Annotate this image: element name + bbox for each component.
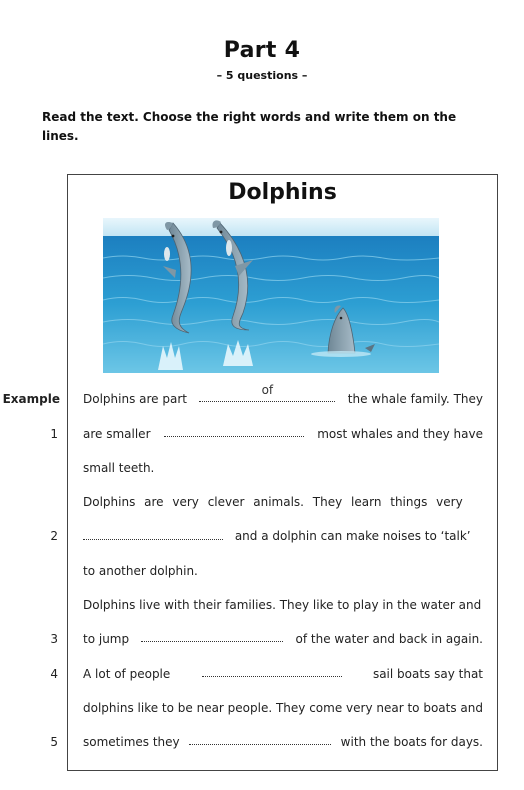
text-segment: the whale family. They bbox=[347, 392, 483, 406]
text-line-q2 bbox=[83, 526, 483, 546]
example-answer-gap bbox=[199, 383, 335, 402]
instructions: Read the text. Choose the right words and write them on the lines. bbox=[42, 110, 457, 143]
text-segment: Dolphins are very clever animals. They learn things very bbox=[83, 495, 463, 509]
text-segment: of the water and back in again. bbox=[295, 632, 483, 646]
text-line bbox=[83, 492, 483, 512]
text-segment: sail boats say that bbox=[372, 667, 483, 681]
text-segment: to jump bbox=[83, 632, 130, 646]
text-line bbox=[83, 561, 483, 581]
dolphins-illustration bbox=[103, 218, 439, 373]
text-segment: and a dolphin can make noises to ‘talk’ bbox=[234, 529, 471, 543]
question-number-5: 5 bbox=[50, 735, 58, 749]
answer-gap-5[interactable] bbox=[189, 732, 331, 745]
text-line bbox=[83, 698, 483, 718]
text-segment: Dolphins are part bbox=[83, 392, 187, 406]
part-title: Part 4 bbox=[223, 38, 301, 63]
text-line-q3 bbox=[83, 629, 483, 649]
question-number-4: 4 bbox=[50, 667, 58, 681]
answer-gap-2[interactable] bbox=[83, 527, 223, 540]
question-number-1: 1 bbox=[50, 427, 58, 441]
answer-gap-4[interactable] bbox=[202, 664, 342, 677]
example-answer: of bbox=[261, 383, 274, 397]
text-line-example bbox=[83, 383, 483, 409]
text-line-q5 bbox=[83, 732, 483, 752]
text-segment: sometimes they bbox=[83, 735, 180, 749]
answer-gap-3[interactable] bbox=[141, 629, 283, 642]
text-segment: Dolphins live with their families. They like to play in the water and bbox=[83, 598, 482, 612]
example-label: Example bbox=[2, 392, 60, 406]
story-title: Dolphins bbox=[228, 180, 337, 205]
text-line-q4 bbox=[83, 664, 483, 684]
text-line bbox=[83, 595, 483, 615]
text-segment: small teeth. bbox=[83, 461, 155, 475]
text-segment: are smaller bbox=[83, 427, 151, 441]
answer-gap-1[interactable] bbox=[164, 424, 304, 437]
text-line-q1 bbox=[83, 424, 483, 444]
question-number-3: 3 bbox=[50, 632, 58, 646]
text-segment: most whales and they have bbox=[317, 427, 483, 441]
text-segment: dolphins like to be near people. They come very near to boats and bbox=[83, 701, 483, 715]
text-segment: to another dolphin. bbox=[83, 564, 198, 578]
text-segment: with the boats for days. bbox=[340, 735, 483, 749]
question-number-2: 2 bbox=[50, 529, 58, 543]
text-line bbox=[83, 458, 483, 478]
text-segment: A lot of people bbox=[83, 667, 171, 681]
questions-count: – 5 questions – bbox=[216, 69, 308, 82]
